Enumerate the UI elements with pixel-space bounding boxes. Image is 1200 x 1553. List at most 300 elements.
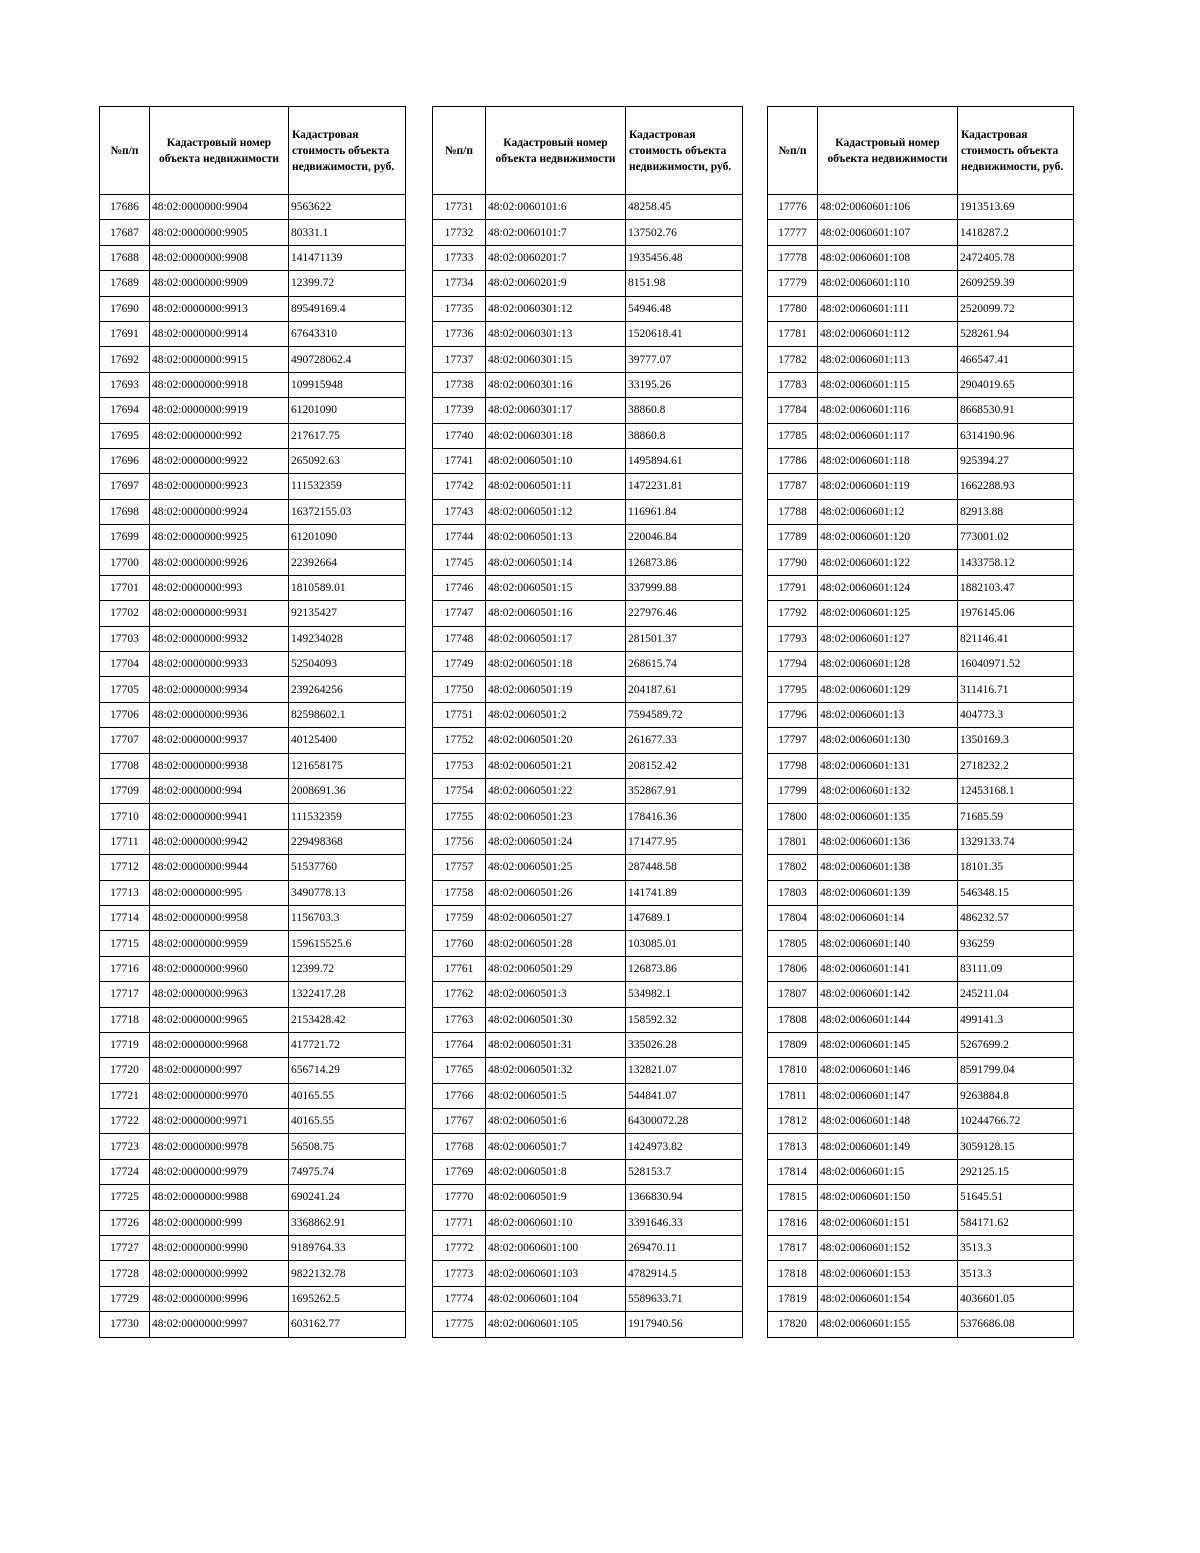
- table-row: [100, 728, 406, 753]
- cadastral-value: 1695262.5: [289, 1286, 406, 1311]
- row-number: 17726: [100, 1210, 150, 1235]
- cadastral-number: 48:02:0060601:141: [818, 956, 958, 981]
- row-number: 17752: [433, 728, 486, 753]
- cadastral-value: 4782914.5: [626, 1261, 743, 1286]
- cadastral-number: 48:02:0000000:994: [150, 778, 289, 803]
- row-number: 17702: [100, 601, 150, 626]
- cadastral-number: 48:02:0060501:20: [486, 728, 626, 753]
- row-number: 17778: [768, 245, 818, 270]
- row-number: 17706: [100, 702, 150, 727]
- cadastral-value: 61201090: [289, 398, 406, 423]
- cadastral-number: 48:02:0060501:18: [486, 652, 626, 677]
- row-number: 17779: [768, 271, 818, 296]
- row-number: 17692: [100, 347, 150, 372]
- cadastral-number: 48:02:0060601:140: [818, 931, 958, 956]
- cadastral-value: 2520099.72: [958, 296, 1074, 321]
- cadastral-value: 38860.8: [626, 398, 743, 423]
- table-row: [100, 1083, 406, 1108]
- row-number: 17767: [433, 1109, 486, 1134]
- table-row: [100, 1032, 406, 1057]
- cadastral-value: 584171.62: [958, 1210, 1074, 1235]
- cadastral-value: 265092.63: [289, 448, 406, 473]
- cadastral-value: 9563622: [289, 195, 406, 220]
- table-row: [433, 982, 743, 1007]
- cadastral-value: 121658175: [289, 753, 406, 778]
- row-number: 17749: [433, 652, 486, 677]
- cadastral-value: 656714.29: [289, 1058, 406, 1083]
- row-number: 17691: [100, 321, 150, 346]
- table-body: [433, 195, 743, 1338]
- table-row: [100, 372, 406, 397]
- cadastral-value: 33195.26: [626, 372, 743, 397]
- cadastral-number: 48:02:0060501:22: [486, 778, 626, 803]
- cadastral-value: 245211.04: [958, 982, 1074, 1007]
- row-number: 17721: [100, 1083, 150, 1108]
- row-number: 17791: [768, 575, 818, 600]
- row-number: 17758: [433, 880, 486, 905]
- cadastral-number: 48:02:0000000:9913: [150, 296, 289, 321]
- row-number: 17810: [768, 1058, 818, 1083]
- cadastral-value: 204187.61: [626, 677, 743, 702]
- cadastral-value: 1882103.47: [958, 575, 1074, 600]
- row-number: 17735: [433, 296, 486, 321]
- table-row: [433, 1083, 743, 1108]
- table-row: [100, 245, 406, 270]
- row-number: 17780: [768, 296, 818, 321]
- row-number: 17775: [433, 1312, 486, 1337]
- table-row: [768, 474, 1074, 499]
- row-number: 17700: [100, 550, 150, 575]
- table-row: [433, 1185, 743, 1210]
- cadastral-value: 89549169.4: [289, 296, 406, 321]
- cadastral-value: 16372155.03: [289, 499, 406, 524]
- row-number: 17797: [768, 728, 818, 753]
- cadastral-value: 1935456.48: [626, 245, 743, 270]
- cadastral-value: 1329133.74: [958, 829, 1074, 854]
- header-cadastral-number: Кадастровый номер объекта недвижимости: [150, 107, 289, 195]
- cadastral-number: 48:02:0000000:9909: [150, 271, 289, 296]
- cadastral-value: 109915948: [289, 372, 406, 397]
- row-number: 17790: [768, 550, 818, 575]
- row-number: 17770: [433, 1185, 486, 1210]
- cadastral-number: 48:02:0060601:131: [818, 753, 958, 778]
- table-row: [768, 347, 1074, 372]
- cadastral-number: 48:02:0000000:9965: [150, 1007, 289, 1032]
- cadastral-value: 603162.77: [289, 1312, 406, 1337]
- cadastral-value: 9822132.78: [289, 1261, 406, 1286]
- table-row: [100, 448, 406, 473]
- cadastral-value: 1433758.12: [958, 550, 1074, 575]
- cadastral-value: 111532359: [289, 804, 406, 829]
- row-number: 17744: [433, 525, 486, 550]
- table-row: [768, 1236, 1074, 1261]
- cadastral-value: 466547.41: [958, 347, 1074, 372]
- cadastral-number: 48:02:0060601:106: [818, 195, 958, 220]
- cadastral-value: 2904019.65: [958, 372, 1074, 397]
- cadastral-number: 48:02:0060601:105: [486, 1312, 626, 1337]
- cadastral-value: 227976.46: [626, 601, 743, 626]
- row-number: 17788: [768, 499, 818, 524]
- cadastral-number: 48:02:0060301:15: [486, 347, 626, 372]
- row-number: 17787: [768, 474, 818, 499]
- cadastral-number: 48:02:0060301:12: [486, 296, 626, 321]
- cadastral-value: 773001.02: [958, 525, 1074, 550]
- cadastral-value: 12399.72: [289, 956, 406, 981]
- table-row: [100, 702, 406, 727]
- table-row: [768, 1032, 1074, 1057]
- table-row: [433, 550, 743, 575]
- cadastral-number: 48:02:0060301:16: [486, 372, 626, 397]
- cadastral-number: 48:02:0060601:138: [818, 855, 958, 880]
- cadastral-number: 48:02:0000000:999: [150, 1210, 289, 1235]
- cadastral-number: 48:02:0000000:9918: [150, 372, 289, 397]
- table-row: [768, 1185, 1074, 1210]
- cadastral-number: 48:02:0060601:130: [818, 728, 958, 753]
- cadastral-number: 48:02:0060601:152: [818, 1236, 958, 1261]
- row-number: 17785: [768, 423, 818, 448]
- cadastral-value: 1156703.3: [289, 905, 406, 930]
- row-number: 17784: [768, 398, 818, 423]
- row-number: 17805: [768, 931, 818, 956]
- cadastral-number: 48:02:0000000:9942: [150, 829, 289, 854]
- table-row: [768, 448, 1074, 473]
- cadastral-number: 48:02:0060201:7: [486, 245, 626, 270]
- table-row: [433, 296, 743, 321]
- cadastral-number: 48:02:0060601:139: [818, 880, 958, 905]
- cadastral-value: 269470.11: [626, 1236, 743, 1261]
- table-row: [768, 1286, 1074, 1311]
- table-row: [100, 347, 406, 372]
- cadastral-number: 48:02:0060601:15: [818, 1159, 958, 1184]
- table-row: [433, 448, 743, 473]
- row-number: 17723: [100, 1134, 150, 1159]
- cadastral-number: 48:02:0000000:9970: [150, 1083, 289, 1108]
- table-header-row: [100, 107, 406, 195]
- table-row: [768, 956, 1074, 981]
- cadastral-value: 12453168.1: [958, 778, 1074, 803]
- cadastral-number: 48:02:0060601:148: [818, 1109, 958, 1134]
- cadastral-value: 74975.74: [289, 1159, 406, 1184]
- row-number: 17798: [768, 753, 818, 778]
- cadastral-number: 48:02:0060501:3: [486, 982, 626, 1007]
- row-number: 17689: [100, 271, 150, 296]
- row-number: 17745: [433, 550, 486, 575]
- row-number: 17741: [433, 448, 486, 473]
- cadastral-number: 48:02:0060601:13: [818, 702, 958, 727]
- row-number: 17740: [433, 423, 486, 448]
- cadastral-number: 48:02:0060601:10: [486, 1210, 626, 1235]
- table-row: [433, 880, 743, 905]
- table-row: [100, 1007, 406, 1032]
- row-number: 17817: [768, 1236, 818, 1261]
- cadastral-value: 690241.24: [289, 1185, 406, 1210]
- table-row: [768, 601, 1074, 626]
- table-row: [433, 855, 743, 880]
- cadastral-value: 2472405.78: [958, 245, 1074, 270]
- table-row: [433, 931, 743, 956]
- cadastral-number: 48:02:0060601:104: [486, 1286, 626, 1311]
- table-row: [100, 931, 406, 956]
- row-number: 17769: [433, 1159, 486, 1184]
- cadastral-number: 48:02:0000000:9923: [150, 474, 289, 499]
- cadastral-number: 48:02:0000000:995: [150, 880, 289, 905]
- cadastral-number: 48:02:0060601:120: [818, 525, 958, 550]
- cadastral-value: 126873.86: [626, 956, 743, 981]
- row-number: 17715: [100, 931, 150, 956]
- table-row: [768, 905, 1074, 930]
- cadastral-value: 92135427: [289, 601, 406, 626]
- row-number: 17793: [768, 626, 818, 651]
- cadastral-value: 3391646.33: [626, 1210, 743, 1235]
- row-number: 17750: [433, 677, 486, 702]
- row-number: 17765: [433, 1058, 486, 1083]
- cadastral-value: 82913.88: [958, 499, 1074, 524]
- row-number: 17716: [100, 956, 150, 981]
- cadastral-value: 22392664: [289, 550, 406, 575]
- cadastral-number: 48:02:0060501:31: [486, 1032, 626, 1057]
- cadastral-value: 3513.3: [958, 1261, 1074, 1286]
- cadastral-number: 48:02:0060501:26: [486, 880, 626, 905]
- cadastral-value: 1495894.61: [626, 448, 743, 473]
- cadastral-value: 8591799.04: [958, 1058, 1074, 1083]
- cadastral-number: 48:02:0060601:150: [818, 1185, 958, 1210]
- row-number: 17751: [433, 702, 486, 727]
- row-number: 17734: [433, 271, 486, 296]
- cadastral-number: 48:02:0060601:122: [818, 550, 958, 575]
- cadastral-value: 51537760: [289, 855, 406, 880]
- cadastral-value: 546348.15: [958, 880, 1074, 905]
- cadastral-number: 48:02:0060601:117: [818, 423, 958, 448]
- table-row: [768, 1134, 1074, 1159]
- table-row: [433, 423, 743, 448]
- table-row: [100, 1210, 406, 1235]
- cadastral-number: 48:02:0060501:15: [486, 575, 626, 600]
- cadastral-value: 52504093: [289, 652, 406, 677]
- cadastral-number: 48:02:0000000:992: [150, 423, 289, 448]
- row-number: 17760: [433, 931, 486, 956]
- cadastral-value: 5267699.2: [958, 1032, 1074, 1057]
- table-row: [100, 195, 406, 220]
- table-row: [100, 1236, 406, 1261]
- table-row: [768, 728, 1074, 753]
- table-row: [433, 220, 743, 245]
- cadastral-number: 48:02:0060601:14: [818, 905, 958, 930]
- table-row: [433, 778, 743, 803]
- table-row: [768, 829, 1074, 854]
- table-row: [100, 398, 406, 423]
- table-body: [100, 195, 406, 1338]
- table-row: [768, 804, 1074, 829]
- cadastral-value: 5589633.71: [626, 1286, 743, 1311]
- table-row: [100, 956, 406, 981]
- cadastral-value: 67643310: [289, 321, 406, 346]
- header-num: №п/п: [100, 107, 150, 195]
- cadastral-number: 48:02:0060601:155: [818, 1312, 958, 1337]
- table-row: [100, 626, 406, 651]
- row-number: 17712: [100, 855, 150, 880]
- row-number: 17688: [100, 245, 150, 270]
- row-number: 17771: [433, 1210, 486, 1235]
- table-row: [768, 271, 1074, 296]
- header-cadastral-value: Кадастровая стоимость объекта недвижимости, руб.: [289, 107, 406, 195]
- cadastral-number: 48:02:0000000:9908: [150, 245, 289, 270]
- cadastral-value: 1366830.94: [626, 1185, 743, 1210]
- row-number: 17801: [768, 829, 818, 854]
- table-row: [100, 677, 406, 702]
- table-row: [100, 880, 406, 905]
- table-row: [768, 855, 1074, 880]
- table-row: [100, 1261, 406, 1286]
- table-row: [768, 499, 1074, 524]
- table-row: [433, 195, 743, 220]
- cadastral-value: 261677.33: [626, 728, 743, 753]
- cadastral-value: 5376686.08: [958, 1312, 1074, 1337]
- cadastral-number: 48:02:0060601:144: [818, 1007, 958, 1032]
- cadastral-number: 48:02:0060601:142: [818, 982, 958, 1007]
- row-number: 17704: [100, 652, 150, 677]
- cadastral-number: 48:02:0000000:9963: [150, 982, 289, 1007]
- header-num: №п/п: [433, 107, 486, 195]
- cadastral-value: 287448.58: [626, 855, 743, 880]
- table-row: [100, 474, 406, 499]
- row-number: 17807: [768, 982, 818, 1007]
- row-number: 17747: [433, 601, 486, 626]
- table-row: [433, 271, 743, 296]
- row-number: 17815: [768, 1185, 818, 1210]
- cadastral-table-2: [432, 106, 743, 1338]
- cadastral-value: 229498368: [289, 829, 406, 854]
- cadastral-number: 48:02:0060501:8: [486, 1159, 626, 1184]
- row-number: 17794: [768, 652, 818, 677]
- cadastral-number: 48:02:0060601:124: [818, 575, 958, 600]
- cadastral-number: 48:02:0060501:28: [486, 931, 626, 956]
- cadastral-number: 48:02:0060601:145: [818, 1032, 958, 1057]
- row-number: 17713: [100, 880, 150, 905]
- cadastral-value: 490728062.4: [289, 347, 406, 372]
- cadastral-value: 1322417.28: [289, 982, 406, 1007]
- cadastral-value: 936259: [958, 931, 1074, 956]
- cadastral-value: 268615.74: [626, 652, 743, 677]
- row-number: 17792: [768, 601, 818, 626]
- row-number: 17806: [768, 956, 818, 981]
- cadastral-number: 48:02:0000000:9990: [150, 1236, 289, 1261]
- table-body: [768, 195, 1074, 1338]
- row-number: 17811: [768, 1083, 818, 1108]
- cadastral-value: 4036601.05: [958, 1286, 1074, 1311]
- table-row: [433, 804, 743, 829]
- cadastral-value: 281501.37: [626, 626, 743, 651]
- cadastral-value: 925394.27: [958, 448, 1074, 473]
- cadastral-value: 80331.1: [289, 220, 406, 245]
- cadastral-number: 48:02:0000000:9938: [150, 753, 289, 778]
- cadastral-number: 48:02:0000000:9905: [150, 220, 289, 245]
- table-row: [768, 1159, 1074, 1184]
- table-row: [768, 525, 1074, 550]
- row-number: 17782: [768, 347, 818, 372]
- row-number: 17763: [433, 1007, 486, 1032]
- cadastral-number: 48:02:0060601:149: [818, 1134, 958, 1159]
- row-number: 17774: [433, 1286, 486, 1311]
- cadastral-number: 48:02:0060501:11: [486, 474, 626, 499]
- cadastral-number: 48:02:0000000:9914: [150, 321, 289, 346]
- cadastral-number: 48:02:0000000:9936: [150, 702, 289, 727]
- row-number: 17808: [768, 1007, 818, 1032]
- cadastral-number: 48:02:0060601:127: [818, 626, 958, 651]
- table-row: [768, 321, 1074, 346]
- cadastral-value: 1418287.2: [958, 220, 1074, 245]
- table-row: [768, 398, 1074, 423]
- cadastral-number: 48:02:0060501:12: [486, 499, 626, 524]
- table-row: [100, 575, 406, 600]
- row-number: 17789: [768, 525, 818, 550]
- cadastral-number: 48:02:0000000:9992: [150, 1261, 289, 1286]
- row-number: 17719: [100, 1032, 150, 1057]
- cadastral-value: 208152.42: [626, 753, 743, 778]
- cadastral-number: 48:02:0060501:14: [486, 550, 626, 575]
- cadastral-value: 1520618.41: [626, 321, 743, 346]
- table-row: [433, 525, 743, 550]
- cadastral-number: 48:02:0060601:110: [818, 271, 958, 296]
- row-number: 17693: [100, 372, 150, 397]
- cadastral-value: 1913513.69: [958, 195, 1074, 220]
- table-row: [433, 702, 743, 727]
- row-number: 17764: [433, 1032, 486, 1057]
- table-row: [768, 1058, 1074, 1083]
- row-number: 17732: [433, 220, 486, 245]
- cadastral-value: 3368862.91: [289, 1210, 406, 1235]
- cadastral-number: 48:02:0060501:2: [486, 702, 626, 727]
- row-number: 17690: [100, 296, 150, 321]
- cadastral-number: 48:02:0000000:9944: [150, 855, 289, 880]
- cadastral-number: 48:02:0060101:6: [486, 195, 626, 220]
- cadastral-number: 48:02:0000000:9996: [150, 1286, 289, 1311]
- cadastral-value: 528153.7: [626, 1159, 743, 1184]
- row-number: 17803: [768, 880, 818, 905]
- header-cadastral-number: Кадастровый номер объекта недвижимости: [818, 107, 958, 195]
- cadastral-value: 159615525.6: [289, 931, 406, 956]
- table-row: [100, 601, 406, 626]
- cadastral-number: 48:02:0000000:9997: [150, 1312, 289, 1337]
- cadastral-table-1: [99, 106, 406, 1338]
- cadastral-number: 48:02:0060501:25: [486, 855, 626, 880]
- header-cadastral-value: Кадастровая стоимость объекта недвижимости, руб.: [958, 107, 1074, 195]
- table-row: [768, 1210, 1074, 1235]
- cadastral-value: 7594589.72: [626, 702, 743, 727]
- cadastral-value: 141741.89: [626, 880, 743, 905]
- table-row: [433, 1159, 743, 1184]
- table-row: [100, 271, 406, 296]
- cadastral-value: 8668530.91: [958, 398, 1074, 423]
- table-row: [433, 372, 743, 397]
- table-row: [100, 804, 406, 829]
- cadastral-number: 48:02:0060601:115: [818, 372, 958, 397]
- cadastral-value: 352867.91: [626, 778, 743, 803]
- cadastral-number: 48:02:0060601:125: [818, 601, 958, 626]
- cadastral-number: 48:02:0060601:154: [818, 1286, 958, 1311]
- cadastral-number: 48:02:0000000:9941: [150, 804, 289, 829]
- row-number: 17711: [100, 829, 150, 854]
- table-row: [433, 474, 743, 499]
- table-row: [100, 855, 406, 880]
- table-row: [100, 1134, 406, 1159]
- table-row: [433, 652, 743, 677]
- row-number: 17761: [433, 956, 486, 981]
- row-number: 17743: [433, 499, 486, 524]
- cadastral-number: 48:02:0000000:9971: [150, 1109, 289, 1134]
- row-number: 17754: [433, 778, 486, 803]
- row-number: 17819: [768, 1286, 818, 1311]
- cadastral-number: 48:02:0000000:9924: [150, 499, 289, 524]
